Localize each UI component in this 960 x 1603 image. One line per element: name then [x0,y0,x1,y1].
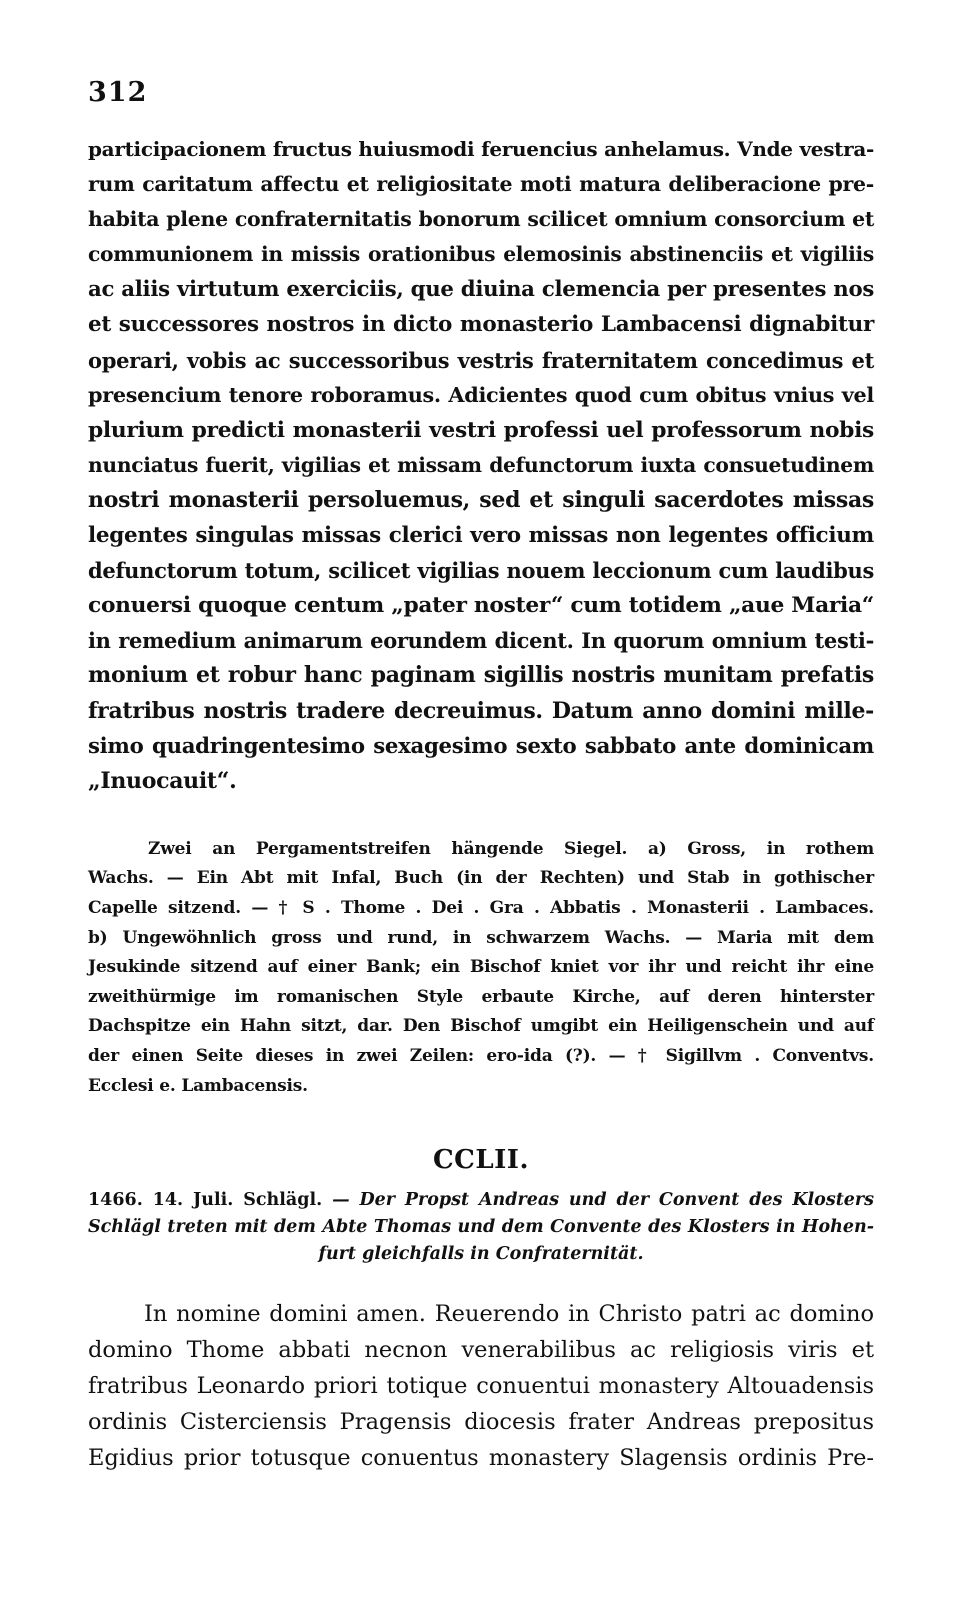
note-line: Ecclesi e. Lambacensis. [88,1075,308,1096]
text-line: In nomine domini amen. Reuerendo in Christo patri ac domino [144,1301,874,1328]
text-line: nostri monasterii persoluemus, sed et singuli sacerdotes missas [88,486,874,513]
charter-text [88,1296,874,1476]
note-line: Capelle sitzend. — † S . Thome . Dei . Gra . Abbatis . Monasterii . Lambaces. [88,897,874,918]
note-line: Zwei an Pergamentstreifen hängende Siegel. a) Gross, in rothem [148,838,874,859]
text-line: „Inuocauit“. [88,767,237,794]
regest-line [88,1187,874,1214]
text-line: et successores nostros in dicto monasterio Lambacensi dignabitur [88,312,874,338]
text-line: fratribus nostris tradere decreuimus. Datum anno domini mille- [88,697,874,724]
regest-summary-start: — Der Propst Andreas und der Convent des Klosters [322,1190,874,1211]
page-number: 312 [88,77,148,108]
note-line: der einen Seite dieses in zwei Zeilen: ero-ida (?). — † Sigillvm . Conventvs. [88,1045,874,1066]
note-line: zweithürmige im romanischen Style erbaute Kirche, auf deren hinterster [88,986,874,1007]
seal-description-note [88,835,874,1101]
text-line: nunciatus fuerit, vigilias et missam defunctorum iuxta consuetudinem [88,452,874,477]
text-line: ac aliis virtutum exerciciis, que diuina clemencia per presentes nos [88,277,874,303]
note-line: b) Ungewöhnlich gross und rund, in schwarzem Wachs. — Maria mit dem [88,927,874,948]
text-line: habita plene confraternitatis bonorum scilicet omnium consorcium et [88,207,874,232]
text-line: participacionem fructus huiusmodi feruencius anhelamus. Vnde vestra- [88,137,874,161]
text-line: in remedium animarum eorundem dicent. In quorum omnium testi- [88,628,874,654]
document-page [88,78,874,1476]
text-line: operari, vobis ac successoribus vestris fraternitatem concedimus et [88,347,874,373]
regest-line: furt gleichfalls in Confraternität. [318,1244,644,1265]
text-line: ordinis Cisterciensis Pragensis diocesis frater Andreas prepositus [88,1409,874,1436]
text-line: Egidius prior totusque conuentus monastery Slagensis ordinis Pre- [88,1445,874,1472]
section-heading: CCLII. [432,1145,530,1176]
text-line: rum caritatum affectu et religiositate moti matura deliberacione pre- [88,172,874,197]
text-line: presencium tenore roboramus. Adicientes quod cum obitus vnius vel [88,382,874,407]
text-line: conuersi quoque centum „pater noster“ cum totidem „aue Maria“ [88,593,874,619]
text-line: domino Thome abbati necnon venerabilibus ac religiosis viris et [88,1337,874,1364]
text-line: fratribus Leonardo priori totique conuentui monastery Altouadensis [88,1373,874,1400]
text-line: legentes singulas missas clerici vero missas non legentes officium [88,523,874,549]
charter-text-continuation [88,132,874,799]
text-line: monium et robur hanc paginam sigillis nostris munitam prefatis [88,662,874,689]
regest-summary [88,1187,874,1268]
regest-date-place: 1466. 14. Juli. Schlägl. [88,1190,323,1211]
text-line: defunctorum totum, scilicet vigilias nouem leccionum cum laudibus [88,558,874,584]
text-line: communionem in missis orationibus elemosinis abstinenciis et vigiliis [88,242,874,267]
note-line: Jesukinde sitzend auf einer Bank; ein Bischof kniet vor ihr und reicht ihr eine [88,957,874,978]
regest-line: Schlägl treten mit dem Abte Thomas und dem Convente des Klosters in Hohen- [88,1217,874,1238]
note-line: Wachs. — Ein Abt mit Infal, Buch (in der Rechten) und Stab in gothischer [88,868,874,889]
note-line: Dachspitze ein Hahn sitzt, dar. Den Bischof umgibt ein Heiligenschein und auf [88,1016,874,1037]
text-line: simo quadringentesimo sexagesimo sexto sabbato ante dominicam [88,733,874,759]
text-line: plurium predicti monasterii vestri professi uel professorum nobis [88,417,874,443]
